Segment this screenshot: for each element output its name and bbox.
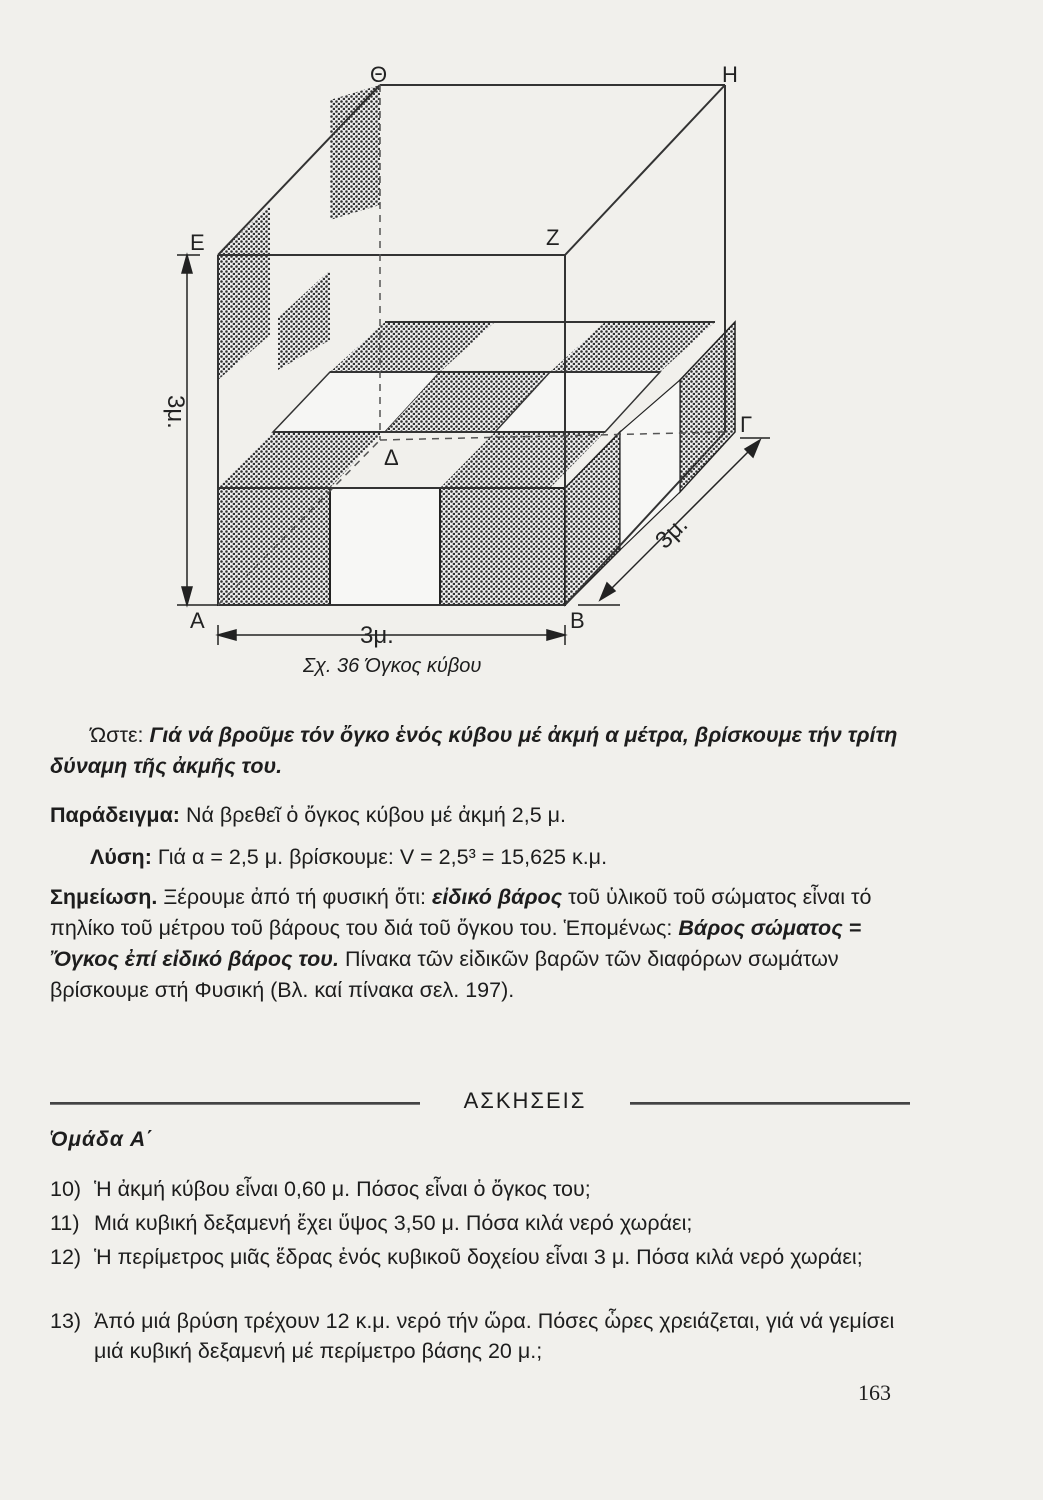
- exercise-number: 12): [50, 1245, 82, 1269]
- label-vertex-d: Δ: [384, 445, 399, 470]
- exercise-item: [50, 1208, 910, 1238]
- note-formula: Βάρος σώματος = Ὄγκος ἐπί εἰδικό βάρος του.: [50, 916, 862, 971]
- hatched-left-wall-strip: [218, 205, 270, 380]
- cube-diagram: [0, 0, 1043, 690]
- hatched-back-wall: [330, 85, 380, 220]
- exercise-number: 13): [50, 1309, 82, 1333]
- label-vertex-a: Α: [190, 608, 205, 633]
- front-block-right: [440, 488, 565, 605]
- right-side-back: [680, 322, 735, 492]
- heading-rule-right: [630, 1102, 910, 1105]
- example-label: Παράδειγμα:: [50, 803, 180, 827]
- label-dimension-right: 3μ.: [650, 511, 694, 555]
- top-tile-1: [330, 322, 495, 372]
- conclusion-paragraph: [50, 720, 910, 782]
- heading-rule-left: [50, 1102, 420, 1105]
- label-vertex-e: Ε: [190, 230, 205, 255]
- label-vertex-b: Β: [570, 608, 585, 633]
- label-vertex-th: Θ: [370, 62, 388, 87]
- label-vertex-h: Η: [722, 62, 738, 87]
- exercise-item: [50, 1174, 910, 1204]
- figure-caption: Σχ. 36 Όγκος κύβου: [303, 655, 482, 677]
- label-vertex-g: Γ: [740, 412, 753, 437]
- note-specific-weight: εἰδικό βάρος: [432, 885, 563, 909]
- page-number: 163: [858, 1380, 891, 1405]
- note-text-2: τοῦ ὑλικοῦ τοῦ σώματος εἶναι τό πηλίκο τοῦ μέτρου τοῦ βάρους του διά τοῦ ὄγκου του. Ἑπομένως:: [50, 885, 872, 940]
- hatched-left-wall-strip-2: [278, 270, 330, 370]
- exercise-text: Ἡ περίμετρος μιᾶς ἕδρας ἑνός κυβικοῦ δοχείου εἶναι 3 μ. Πόσα κιλά νερό χωράει;: [94, 1245, 863, 1269]
- example-paragraph: [50, 800, 910, 831]
- top-tile-2: [550, 322, 715, 372]
- solution-label: Λύση:: [90, 845, 152, 869]
- exercises-heading: [50, 1088, 910, 1122]
- note-text-1: Ξέρουμε ἀπό τή φυσική ὅτι:: [163, 885, 427, 909]
- exercise-item: [50, 1242, 910, 1272]
- label-dimension-bottom: 3μ.: [360, 622, 394, 649]
- front-gap: [330, 488, 440, 605]
- note-text-3: Πίνακα τῶν εἰδικῶν βαρῶν τῶν διαφόρων σωμάτων βρίσκουμε στή Φυσική (Βλ. καί πίνακα σελ. 197).: [50, 947, 839, 1002]
- solution-paragraph: [90, 842, 910, 873]
- solution-text: Γιά α = 2,5 μ. βρίσκουμε: V = 2,5³ = 15,625 κ.μ.: [157, 845, 608, 869]
- exercises-title: ΑΣΚΗΣΕΙΣ: [463, 1088, 587, 1113]
- exercise-group-label: Ὁμάδα Α΄: [50, 1128, 155, 1151]
- note-label: Σημείωση.: [50, 885, 158, 909]
- label-vertex-z: Ζ: [546, 225, 560, 250]
- example-text: Νά βρεθεῖ ὁ ὄγκος κύβου μέ ἀκμή 2,5 μ.: [185, 803, 567, 827]
- label-dimension-left: 3μ.: [162, 395, 189, 429]
- conclusion-rule: Γιά νά βροῦμε τόν ὄγκο ἑνός κύβου μέ ἀκμή α μέτρα, βρίσκουμε τήν τρίτη δύναμη τῆς ἀκμῆς του.: [50, 723, 898, 778]
- conclusion-lead: Ώστε:: [90, 723, 144, 747]
- exercise-item: [50, 1306, 910, 1366]
- top-tile-3: [218, 432, 383, 488]
- exercise-text: Ἡ ἀκμή κύβου εἶναι 0,60 μ. Πόσος εἶναι ὁ ὄγκος του;: [94, 1177, 591, 1201]
- front-block-left: [218, 488, 330, 605]
- note-paragraph: [50, 882, 910, 1006]
- exercise-text: Ἀπό μιά βρύση τρέχουν 12 κ.μ. νερό τήν ὥρα. Πόσες ὧρες χρειάζεται, γιά νά γεμίσει μιά κυβική δεξαμενή μέ περίμετρο βάσης 20 μ.;: [94, 1309, 895, 1363]
- exercise-number: 11): [50, 1211, 80, 1235]
- exercise-number: 10): [50, 1177, 82, 1201]
- exercise-text: Μιά κυβική δεξαμενή ἔχει ὕψος 3,50 μ. Πόσα κιλά νερό χωράει;: [94, 1211, 693, 1235]
